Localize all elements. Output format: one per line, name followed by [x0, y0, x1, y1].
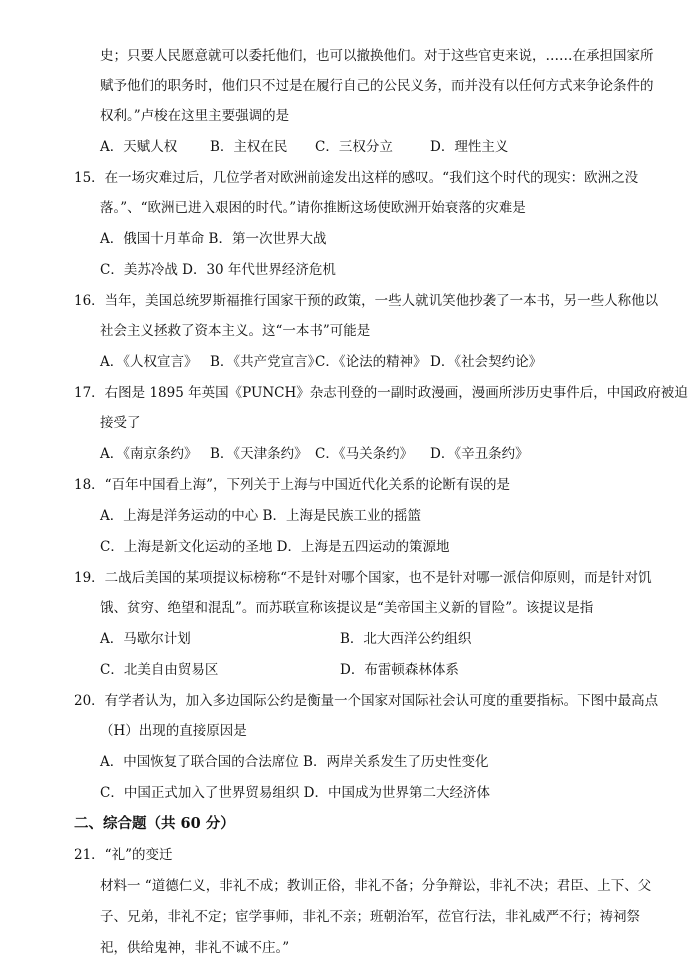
q20-options-row-1: A．中国恢复了联合国的合法席位 B．两岸关系发生了历史性变化: [100, 754, 489, 770]
q15-options-row-1: A．俄国十月革命 B．第一次世界大战: [100, 231, 327, 247]
q19-option-b: B．北大西洋公约组织: [340, 631, 472, 647]
q17-line-2: 接受了: [100, 415, 141, 431]
q19-line-1: 19．二战后美国的某项提议标榜称“不是针对哪个国家，也不是针对哪一派信仰原则，而是针对饥: [74, 570, 652, 586]
q19-option-c: C．北美自由贸易区: [100, 662, 219, 678]
q15-line-2: 落。”、“欧洲已进入艰困的时代。”请你推断这场使欧洲开始衰落的灾难是: [100, 200, 526, 216]
q14-line-3: 权利。”卢梭在这里主要强调的是: [100, 108, 290, 124]
q20-line-2: （H）出现的直接原因是: [100, 723, 247, 739]
q17-option-c: C．《马关条约》: [315, 446, 414, 462]
q16-option-a: A．《人权宣言》: [100, 354, 198, 370]
q19-line-2: 饿、贫穷、绝望和混乱”。而苏联宣称该提议是“美帝国主义新的冒险”。该提议是指: [100, 600, 594, 616]
q17-line-1: 17．右图是 1895 年英国《PUNCH》杂志刊登的一副时政漫画，漫画所涉历史事件后，中国政府被迫: [74, 385, 688, 401]
q18-line-1: 18．“百年中国看上海”，下列关于上海与中国近代化关系的论断有误的是: [74, 477, 510, 493]
q21-material-line-3: 祀，供给鬼神，非礼不诚不庄。”: [100, 940, 290, 956]
q16-line-1: 16．当年，美国总统罗斯福推行国家干预的政策，一些人就讥笑他抄袭了一本书，另一些人称他以: [74, 293, 659, 309]
q15-line-1: 15．在一场灾难过后，几位学者对欧洲前途发出这样的感叹。“我们这个时代的现实：欧洲之没: [74, 170, 639, 186]
q17-option-d: D．《辛丑条约》: [430, 446, 529, 462]
q16-option-d: D．《社会契约论》: [430, 354, 543, 370]
q18-options-row-2: C．上海是新文化运动的圣地 D．上海是五四运动的策源地: [100, 539, 450, 555]
q16-option-c: C．《论法的精神》: [315, 354, 427, 370]
q17-option-b: B．《天津条约》: [210, 446, 308, 462]
section-heading: 二、综合题（共 60 分）: [74, 815, 235, 832]
q14-option-a: A．天赋人权: [100, 139, 178, 155]
q21-material-line-2: 子、兄弟，非礼不定；宦学事师，非礼不亲；班朝治军，莅官行法，非礼威严不行；祷祠祭: [100, 909, 640, 925]
q16-line-2: 社会主义拯救了资本主义。这“一本书”可能是: [100, 323, 371, 339]
q21-material-line-1: 材料一 “道德仁义，非礼不成；教训正俗，非礼不备；分争辩讼，非礼不决；君臣、上下、父: [100, 878, 652, 894]
q14-option-b: B．主权在民: [210, 139, 288, 155]
q19-option-a: A．马歇尔计划: [100, 631, 191, 647]
q20-line-1: 20．有学者认为，加入多边国际公约是衡量一个国家对国际社会认可度的重要指标。下图中最高点: [74, 693, 659, 709]
q21-title: 21．“礼”的变迁: [74, 847, 173, 863]
q17-option-a: A．《南京条约》: [100, 446, 198, 462]
q20-options-row-2: C．中国正式加入了世界贸易组织 D．中国成为世界第二大经济体: [100, 785, 490, 801]
q15-options-row-2: C．美苏冷战 D．30 年代世界经济危机: [100, 262, 336, 278]
q14-line-1: 史；只要人民愿意就可以委托他们，也可以撤换他们。对于这些官吏来说，……在承担国家所: [100, 48, 654, 64]
q14-option-d: D．理性主义: [430, 139, 509, 155]
q14-option-c: C．三权分立: [315, 139, 393, 155]
q19-option-d: D．布雷顿森林体系: [340, 662, 459, 678]
q18-options-row-1: A．上海是洋务运动的中心 B．上海是民族工业的摇篮: [100, 508, 421, 524]
q16-option-b: B．《共产党宣言》: [210, 354, 322, 370]
q14-line-2: 赋予他们的职务时，他们只不过是在履行自己的公民义务，而并没有以任何方式来争论条件的: [100, 78, 654, 94]
